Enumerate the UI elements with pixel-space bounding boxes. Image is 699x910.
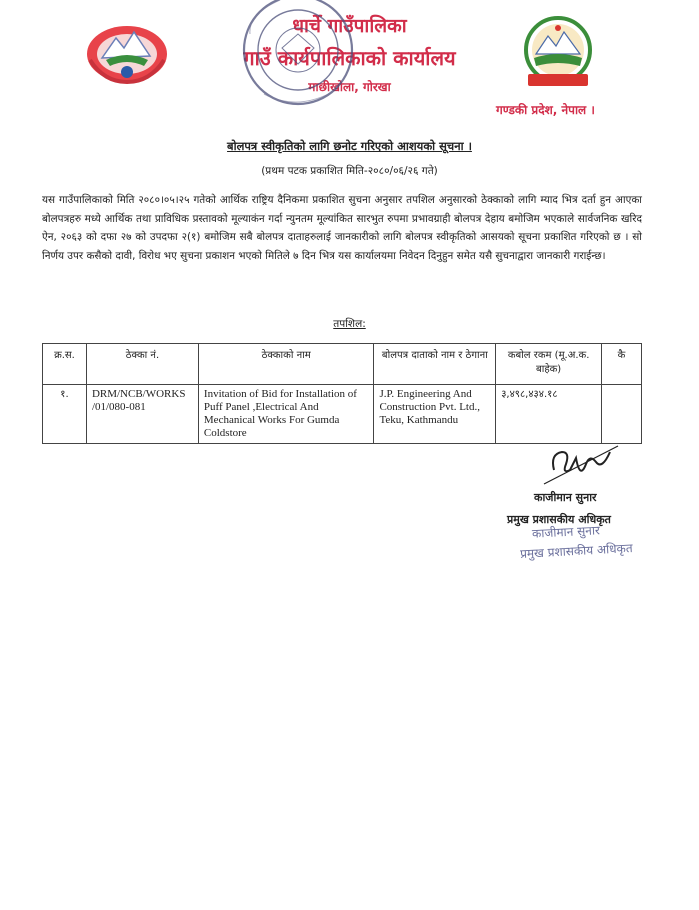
- column-header-amount: कबोल रकम (मू.अ.क. बाहेक): [496, 344, 602, 385]
- gandaki-province-emblem-icon: [516, 14, 600, 90]
- official-stamp-icon: [220, 0, 370, 118]
- cell-bidder: J.P. Engineering And Construction Pvt. Ltd., Teku, Kathmandu: [374, 385, 496, 444]
- column-header-contract-no: ठेक्का नं.: [86, 344, 198, 385]
- notice-body: यस गाउँपालिकाको मिति २०८०।०५।२५ गतेको आर्थिक राष्ट्रिय दैनिकमा प्रकाशित सुचना अनुसार तपशिल अनुसारको ठेक्काको लागि म्याद भित्र दर्ता हुन आएका बोलपत्रहरु मध्ये आर्थिक तथा प्राविधिक प्रस्तावको मूल्याकंन गर्दा न्युनतम मूल्यांकित सारभुत रुपमा प्रभावग्राही बोलपत्र देहाय बमोजिम भएकाले सार्वजनिक खरिद ऐन, २०६३ को दफा २७ को उपदफा २(१) बमोजिम सबै बोलपत्र दाताहरुलाई जानकारीको लागि बोलपत्र स्वीकृतिको आसयको सूचना प्रकाशित गरिएको छ । सो निर्णय उपर कसैको दावी, विरोध भए सुचना प्रकाशन भएको मितिले ७ दिन भित्र यस कार्यालयमा निवेदन दिनुहुन समेत यसै सुचनाद्वारा जानकारी गराईन्छ।: [42, 194, 642, 262]
- name-stamp-line1: काजीमान सुनार: [531, 523, 601, 541]
- column-header-serial: क्र.स.: [43, 344, 87, 385]
- signatory-name: काजीमान सुनार: [534, 491, 597, 504]
- details-heading: तपशिल:: [333, 318, 366, 330]
- cell-remarks: [602, 385, 642, 444]
- column-header-remarks: कै: [602, 344, 642, 385]
- notice-title: [0, 139, 699, 154]
- cell-contract-name: Invitation of Bid for Installation of Puff Panel ,Electrical And Mechanical Works For Gumda Coldstore: [198, 385, 374, 444]
- signatory-title: प्रमुख प्रशासकीय अधिकृत: [507, 513, 611, 526]
- bid-details-table: [42, 343, 642, 444]
- name-stamp: [516, 520, 656, 574]
- notice-title-text: बोलपत्र स्वीकृतिको लागि छनोट गरिएको आशयको सूचना ।: [227, 139, 472, 153]
- office-name: गाउँ कार्यपालिकाको कार्यालय: [243, 46, 456, 70]
- table-row: [43, 385, 642, 444]
- column-header-bidder: बोलपत्र दाताको नाम र ठेगाना: [374, 344, 496, 385]
- name-stamp-line2: प्रमुख प्रशासकीय अधिकृत: [519, 541, 633, 561]
- column-header-contract-name: ठेक्काको नाम: [198, 344, 374, 385]
- province-label: गण्डकी प्रदेश, नेपाल ।: [496, 103, 595, 117]
- cell-amount: ३,४९८,४३४.१८: [496, 385, 602, 444]
- cell-serial: १.: [43, 385, 87, 444]
- cell-contract-no: DRM/NCB/WORKS /01/080-081: [86, 385, 198, 444]
- municipality-name: धार्चे गाउँपालिका: [292, 15, 407, 37]
- handwritten-signature-icon: [540, 440, 620, 488]
- table-header-row: [43, 344, 642, 385]
- notice-subtitle: (प्रथम पटक प्रकाशित मिति-२०८०/०६/२६ गते): [261, 165, 438, 177]
- office-address: माछीखोला, गोरखा: [308, 80, 391, 94]
